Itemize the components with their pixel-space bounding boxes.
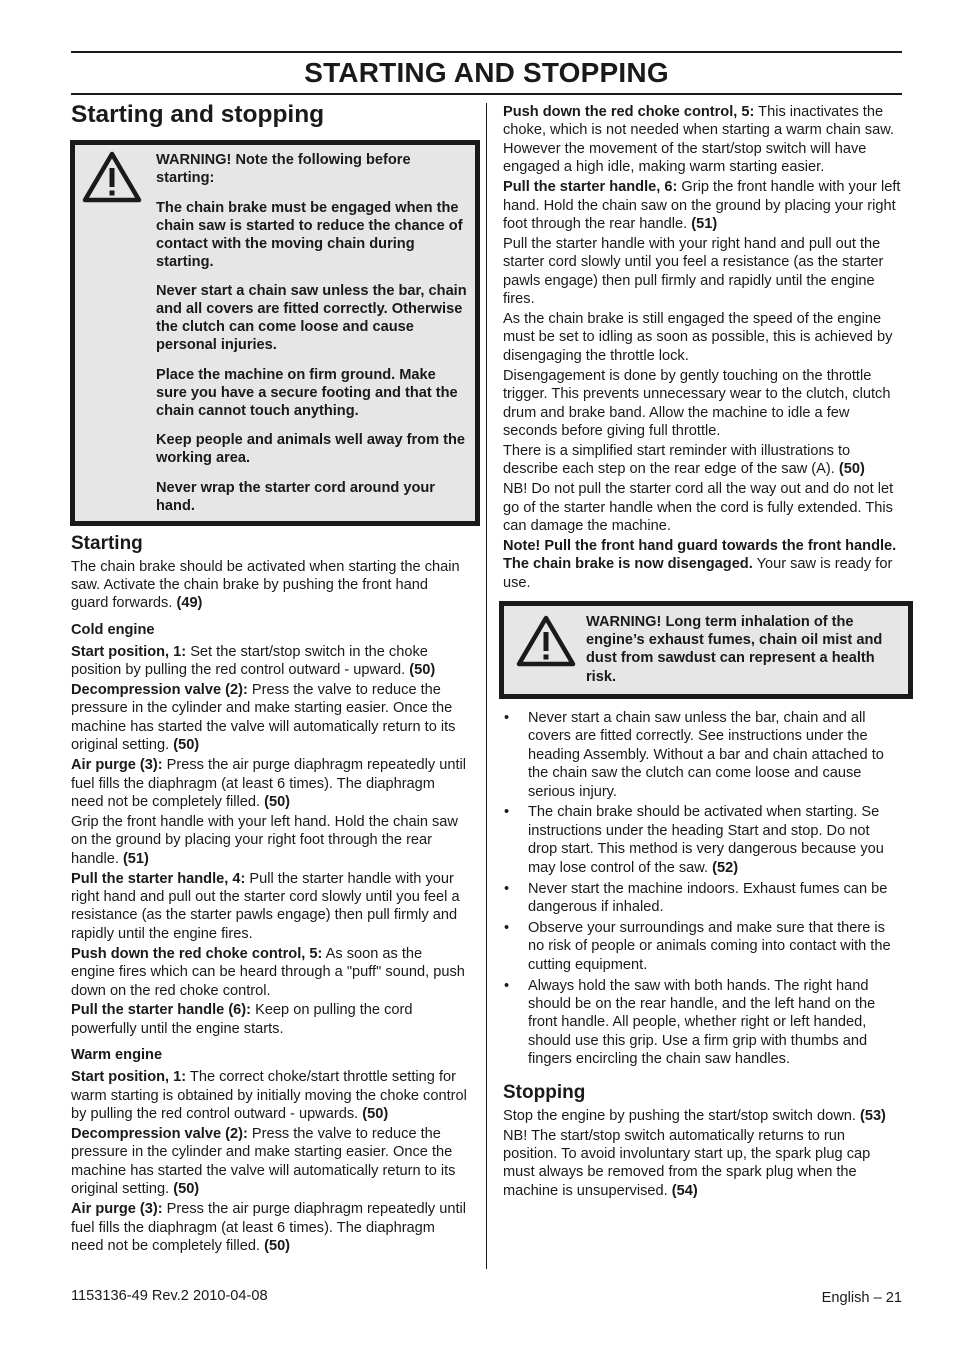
step-label: Start position, 1: <box>71 1069 187 1086</box>
step-text: Keep on pulling the cord powerfully until the engine starts. <box>71 1002 413 1037</box>
footer-page-number: English – 21 <box>821 1290 902 1306</box>
list-item <box>503 977 902 1069</box>
starting-heading: Starting <box>71 532 143 554</box>
figure-ref: (50) <box>264 793 291 810</box>
step-text: Stop the engine by pushing the start/stop switch down. <box>503 1107 860 1124</box>
figure-ref: (50) <box>838 461 865 478</box>
list-item <box>503 880 902 917</box>
warning-text: The chain brake must be engaged when the chain saw is started to reduce the chance of contact with the moving chain during starting. <box>156 199 463 270</box>
warning-text: Never start a chain saw unless the bar, chain and all covers are fitted correctly. Otherwise the clutch can come loose and cause personal injuries. <box>156 283 467 353</box>
step-text: There is a simplified start reminder with illustrations to describe each step on the rear edge of the saw (A). <box>503 442 851 478</box>
paragraph <box>71 1001 469 1038</box>
warm-engine-steps-cont <box>503 103 902 592</box>
step-text: NB! Do not pull the starter cord all the way out and do not let go of the starter handle when the cord is fully extended. This can damage the machine. <box>503 481 894 534</box>
warning-text: WARNING! Note the following before starting: <box>156 152 411 186</box>
step-text: Grip the front handle with your left hand. Hold the chain saw on the ground by placing your right foot through the rear handle. <box>71 813 458 867</box>
step-text: Your saw is ready for use. <box>503 556 893 591</box>
paragraph <box>71 870 469 944</box>
figure-ref: (52) <box>712 859 739 876</box>
step-label: Pull the starter handle, 6: <box>503 179 678 196</box>
paragraph <box>71 681 469 755</box>
warning-triangle-icon <box>82 151 142 203</box>
step-label: Air purge (3): <box>71 757 163 774</box>
figure-ref: (54) <box>671 1182 698 1199</box>
figure-ref: (50) <box>173 737 200 754</box>
figure-ref: (51) <box>122 850 149 867</box>
paragraph <box>71 756 469 811</box>
figure-ref: (50) <box>409 662 436 679</box>
stopping-heading: Stopping <box>503 1081 586 1103</box>
figure-ref: (49) <box>176 595 203 612</box>
warning-text: Place the machine on firm ground. Make sure you have a secure footing and that the chain cannot touch anything. <box>156 366 458 419</box>
bullet-icon: • <box>504 977 510 994</box>
figure-ref: (51) <box>691 215 718 232</box>
cold-engine-steps <box>71 643 469 1039</box>
step-text: As soon as the engine fires which can be heard through a "puff" sound, push down on the red choke control. <box>71 945 465 999</box>
step-label: Air purge (3): <box>71 1201 163 1218</box>
step-text: NB! The start/stop switch automatically returns to run position. To avoid involuntary start up, the spark plug cap must always be removed from the spark plug when the machine is unsupervised. <box>503 1127 871 1199</box>
paragraph <box>71 813 469 868</box>
figure-ref: (50) <box>173 1181 200 1198</box>
cold-engine-heading: Cold engine <box>71 621 155 638</box>
step-text: As the chain brake is still engaged the speed of the engine must be set to idling as soon as possible, this is achieved by disengaging the throttle lock. <box>503 310 893 364</box>
list-item <box>503 709 902 801</box>
step-label: Start position, 1: <box>71 643 187 660</box>
warning-text: Keep people and animals well away from the working area. <box>156 432 465 466</box>
warm-engine-heading: Warm engine <box>71 1047 163 1064</box>
bullet-text: The chain brake should be activated when starting. Se instructions under the heading Start and stop. Do not drop start. This method is very dangerous because you may lose control of the saw. <box>528 804 884 876</box>
paragraph <box>71 945 469 1000</box>
starting-intro: The chain brake should be activated when starting the chain saw. Activate the chain brake by pushing the front hand guard forwards. (49) <box>71 558 460 612</box>
paragraph <box>503 1107 902 1125</box>
step-label: Pull the starter handle, 4: <box>71 870 246 887</box>
bullet-icon: • <box>504 919 510 936</box>
paragraph <box>503 442 902 479</box>
paragraph <box>71 1125 469 1199</box>
bullet-text: Never start the machine indoors. Exhaust fumes can be dangerous if inhaled. <box>528 880 888 915</box>
bullet-text: Always hold the saw with both hands. The right hand should be on the rear handle, and the left hand on the front handle. All people, whether right or left handed, should use this grip. Use a firm grip with thumbs and fingers encircling the chain saw handles. <box>528 977 876 1068</box>
bullet-text: Observe your surroundings and make sure that there is no risk of people or animals coming into contact with the cutting equipment. <box>528 919 891 973</box>
paragraph <box>71 643 469 680</box>
warm-engine-steps <box>71 1068 469 1255</box>
paragraph <box>503 235 902 309</box>
warning-text: WARNING! Long term inhalation of the engine’s exhaust fumes, chain oil mist and dust from sawdust can represent a health risk. <box>586 614 883 685</box>
bullet-text: Never start a chain saw unless the bar, chain and all covers are fitted correctly. See instructions under the heading Assembly. Without a bar and chain attached to the chain saw the clutch can come loose and cause serious injury. <box>528 709 884 800</box>
paragraph <box>503 537 902 592</box>
section-title: Starting and stopping <box>71 101 325 128</box>
bullet-icon: • <box>504 804 510 821</box>
step-label: Push down the red choke control, 5: <box>503 104 755 120</box>
step-label: Pull the starter handle (6): <box>71 1002 252 1019</box>
figure-ref: (53) <box>859 1107 886 1124</box>
warning-box-exhaust <box>499 601 913 699</box>
step-label: Note! Pull the front hand guard towards the front handle. The chain brake is now disengaged. <box>503 537 897 573</box>
step-label: Decompression valve (2): <box>71 1125 248 1142</box>
list-item <box>503 803 902 877</box>
header-top-rule <box>71 51 902 53</box>
step-text: Press the valve to reduce the pressure in the cylinder and make starting easier. Once the machine has started the valve will automatically return to its original setting. <box>71 1125 456 1198</box>
step-text: Set the start/stop switch in the choke position by pulling the red control outward - upward. <box>71 643 428 679</box>
step-text: Press the valve to reduce the pressure in the cylinder and make starting easier. Once the machine has started the valve will automatically return to its original setting. <box>71 682 456 754</box>
step-text: This inactivates the choke, which is not needed when starting a warm chain saw. However the movement of the start/stop switch will have engaged a high idle, making warm starting easier. <box>503 104 895 176</box>
safety-bullet-list <box>503 709 902 1069</box>
step-text: Press the air purge diaphragm repeatedly until fuel fills the diaphragm (at least 6 times). The diaphragm need not be completely filled. <box>71 1201 467 1254</box>
warning-text: Never wrap the starter cord around your hand. <box>156 479 435 514</box>
figure-ref: (50) <box>264 1237 291 1254</box>
page-header-title: STARTING AND STOPPING <box>304 57 669 88</box>
paragraph <box>71 1068 469 1123</box>
bullet-icon: • <box>504 709 510 726</box>
paragraph <box>71 1200 469 1255</box>
step-text: Pull the starter handle with your right hand and pull out the starter cord slowly until you feel a resistance (as the starter pawls engage) then pull firmly and rapidly until the engine fires. <box>503 235 884 308</box>
step-text: The correct choke/start throttle setting for warm starting is obtained by initially moving the choke control by pulling the red control outward - upwards. <box>71 1069 467 1123</box>
paragraph <box>503 178 902 233</box>
right-column <box>503 103 902 1202</box>
step-label: Decompression valve (2): <box>71 682 248 699</box>
figure-ref: (50) <box>362 1106 389 1123</box>
stopping-text <box>503 1107 902 1201</box>
list-item <box>503 919 902 974</box>
warning-box-starting <box>70 140 480 526</box>
footer-doc-id: 1153136-49 Rev.2 2010-04-08 <box>71 1288 268 1304</box>
header-bottom-rule <box>71 93 902 95</box>
column-divider <box>486 103 487 1269</box>
warning-triangle-icon <box>516 615 576 667</box>
paragraph <box>503 310 902 365</box>
paragraph <box>503 367 902 441</box>
step-text: Press the air purge diaphragm repeatedly until fuel fills the diaphragm (at least 6 times). The diaphragm need not be completely filled. <box>71 757 467 810</box>
left-column <box>71 100 469 1257</box>
step-text: Grip the front handle with your left hand. Hold the chain saw on the ground by placing your right foot through the rear handle. <box>503 179 901 232</box>
bullet-icon: • <box>504 880 510 897</box>
step-text: Disengagement is done by gently touching on the throttle trigger. This prevents unnecessary wear to the clutch, clutch drum and brake band. Allow the machine to idle a few seconds before giving full throttle. <box>503 367 891 439</box>
paragraph <box>503 1127 902 1201</box>
paragraph <box>503 480 902 535</box>
step-label: Push down the red choke control, 5: <box>71 945 323 962</box>
step-text: Pull the starter handle with your right hand and pull out the starter cord slowly until you feel a resistance (as the starter pawls engage) then pull firmly and rapidly until the engine fires. <box>71 870 460 942</box>
paragraph <box>503 103 902 177</box>
